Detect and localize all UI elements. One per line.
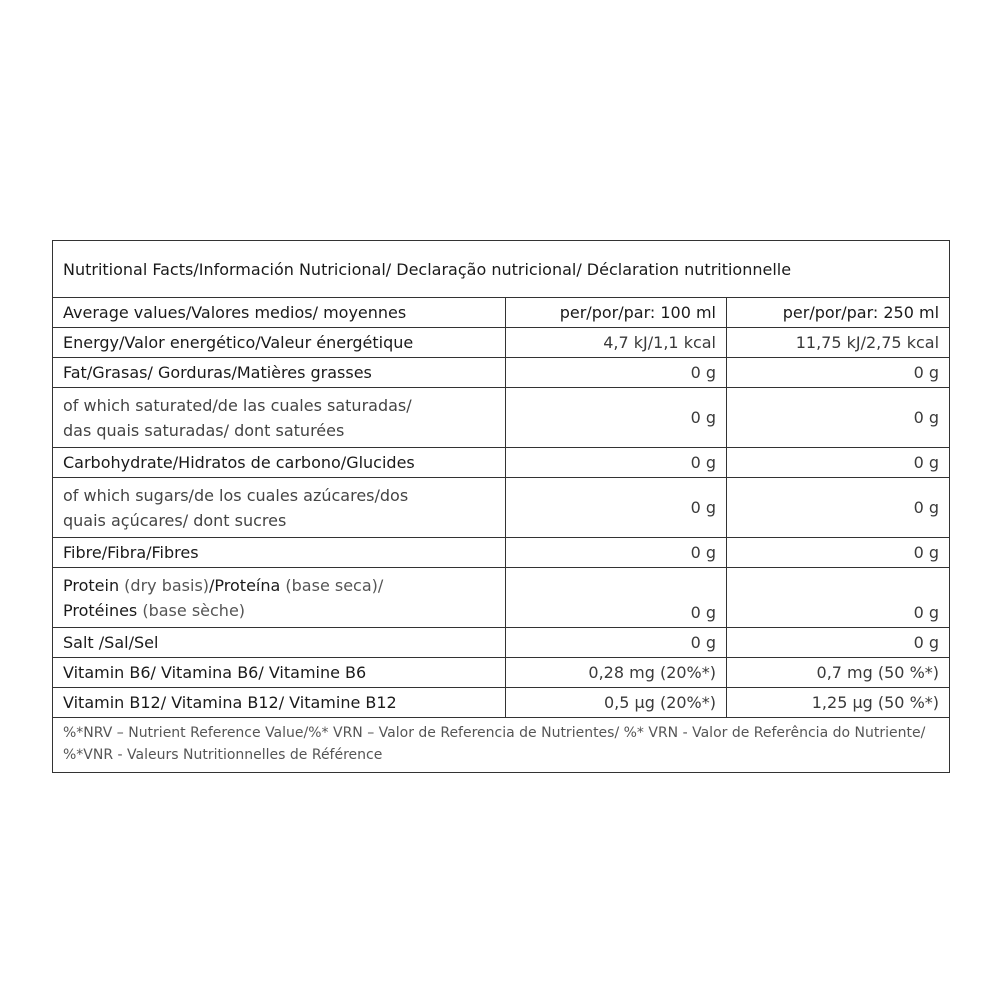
value-per-100ml: 0 g [506,358,727,388]
header-per-100ml: per/por/par: 100 ml [506,298,727,328]
table-title: Nutritional Facts/Información Nutricional/ Declaração nutricional/ Déclaration nutritionnelle [53,241,950,298]
row-label-line-1: of which saturated/de las cuales saturadas/ [63,395,412,415]
table-row-energy [53,328,950,358]
protein-fr: Protéines [63,600,138,620]
row-label-line-1 [63,573,495,598]
header-per-250ml: per/por/par: 250 ml [727,298,950,328]
value-per-250ml: 11,75 kJ/2,75 kcal [727,328,950,358]
table-row-fat [53,358,950,388]
value-per-100ml: 0 g [506,538,727,568]
table-row-fibre [53,538,950,568]
row-label: Vitamin B12/ Vitamina B12/ Vitamine B12 [53,688,506,718]
value-per-250ml: 0,7 mg (50 %*) [727,658,950,688]
value-per-250ml: 0 g [727,538,950,568]
row-label [53,388,506,448]
row-label: Vitamin B6/ Vitamina B6/ Vitamine B6 [53,658,506,688]
table-row-salt [53,628,950,658]
table-row-sugars [53,478,950,538]
value-per-250ml: 0 g [727,358,950,388]
value-per-100ml: 4,7 kJ/1,1 kcal [506,328,727,358]
table-row-carbohydrate [53,448,950,478]
header-label: Average values/Valores medios/ moyennes [53,298,506,328]
value-per-100ml: 0 g [506,478,727,538]
protein-fr-qualifier: (base sèche) [137,600,246,620]
row-label [53,478,506,538]
value-per-100ml: 0,5 µg (20%*) [506,688,727,718]
value-per-250ml: 0 g [727,628,950,658]
value-per-100ml: 0 g [506,628,727,658]
table-header-row [53,298,950,328]
protein-en-qualifier: (dry basis) [119,575,210,595]
protein-en: Protein [63,575,120,595]
row-label-line-2: das quais saturadas/ dont saturées [63,420,345,440]
table-footnote-row [53,718,950,773]
footnote: %*NRV – Nutrient Reference Value/%* VRN – Valor de Referencia de Nutrientes/ %* VRN - Valor de Referência do Nutriente/ %*VNR - Valeurs Nutritionnelles de Référence [53,718,950,773]
table-row-saturated [53,388,950,448]
row-label: Salt /Sal/Sel [53,628,506,658]
value-per-250ml: 0 g [727,388,950,448]
table-row-vitamin-b6 [53,658,950,688]
value-per-250ml: 0 g [727,478,950,538]
row-label-line-2: quais açúcares/ dont sucres [63,510,287,530]
value-per-100ml: 0 g [506,448,727,478]
row-label: Fibre/Fibra/Fibres [53,538,506,568]
row-label [53,568,506,628]
row-label-line-2 [63,598,495,623]
nutrition-facts-table [52,240,950,773]
value-per-100ml: 0 g [506,388,727,448]
row-label: Fat/Grasas/ Gorduras/Matières grasses [53,358,506,388]
value-per-100ml: 0,28 mg (20%*) [506,658,727,688]
protein-es-qualifier: (base seca)/ [280,575,384,595]
table-row-protein [53,568,950,628]
value-per-250ml: 0 g [727,448,950,478]
value-per-250ml: 1,25 µg (50 %*) [727,688,950,718]
protein-es: /Proteína [209,575,281,595]
row-label: Energy/Valor energético/Valeur énergétique [53,328,506,358]
value-per-250ml: 0 g [727,568,950,628]
value-per-100ml: 0 g [506,568,727,628]
table-row-vitamin-b12 [53,688,950,718]
row-label: Carbohydrate/Hidratos de carbono/Glucides [53,448,506,478]
row-label-line-1: of which sugars/de los cuales azúcares/dos [63,485,409,505]
